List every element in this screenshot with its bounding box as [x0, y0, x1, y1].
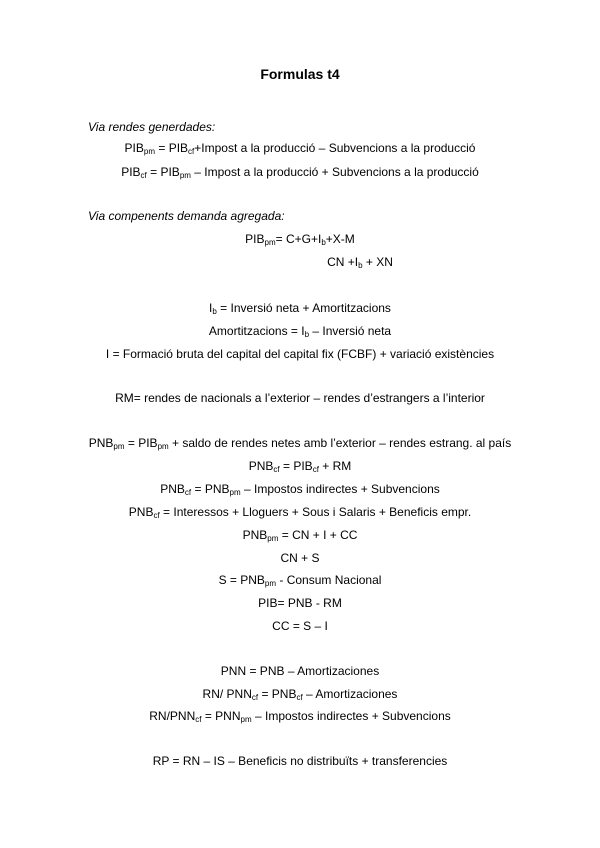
formula-text: + XN	[362, 255, 393, 269]
formula-line	[0, 754, 600, 768]
formula-text: I	[209, 301, 213, 315]
formula-subscript: b	[304, 330, 310, 339]
formula-text: PNB	[88, 436, 114, 450]
formula-text: S = PNB	[218, 573, 265, 587]
formula-text: RN/PNN	[149, 709, 196, 723]
formula-subscript: cf	[273, 465, 280, 474]
formula-subscript: cf	[251, 693, 259, 702]
formula-text: = PIB	[146, 165, 180, 179]
formula-line	[0, 391, 600, 405]
formula-text: – Inversió neta	[309, 324, 392, 338]
formula-text: = PIB	[124, 436, 158, 450]
formula-text: – Impost a la producció + Subvencions a la producció	[190, 165, 479, 179]
formula-subscript: pm	[113, 442, 125, 451]
formula-text: PNN = PNB – Amortizaciones	[220, 664, 380, 678]
section-heading-rendes: Via rendes generdades:	[88, 120, 216, 134]
formula-text: PNB	[128, 505, 154, 519]
formula-line	[0, 141, 600, 155]
formula-subscript: cf	[188, 147, 195, 156]
formula-text: = C+G+I	[275, 232, 322, 246]
formula-line	[0, 324, 600, 338]
formula-line	[0, 551, 600, 565]
formula-subscript: pm	[264, 579, 277, 588]
formula-line	[0, 528, 600, 542]
formula-line	[60, 255, 600, 269]
section-heading-demanda: Via compenents demanda agregada:	[88, 209, 285, 223]
formula-line	[0, 482, 600, 496]
formula-subscript: pm	[143, 147, 156, 156]
formula-text: +X-M	[325, 232, 355, 246]
formula-text: CN +I	[327, 255, 359, 269]
formula-text: Amortitzacions = I	[208, 324, 305, 338]
formula-text: - Consum Nacional	[276, 573, 382, 587]
formula-text: + saldo de rendes netes amb l’exterior – rendes estrang. al país	[168, 436, 512, 450]
formula-subscript: cf	[153, 511, 160, 520]
formula-text: = PIB	[155, 141, 189, 155]
formula-line	[0, 687, 600, 701]
formula-text: = PIB	[279, 459, 313, 473]
formula-text: PNB	[248, 459, 274, 473]
formula-subscript: cf	[195, 715, 202, 724]
formula-text: RP = RN – IS – Beneficis no distribuïts + transferencies	[152, 754, 448, 768]
formula-text: – Impostos indirectes + Subvencions	[251, 709, 451, 723]
formula-text: I = Formació bruta del capital del capital fix (FCBF) + variació existències	[105, 347, 495, 361]
formula-text: = CN + I + CC	[278, 528, 358, 542]
formula-line	[0, 709, 600, 723]
formula-text: = PNB	[191, 482, 230, 496]
formula-subscript: b	[321, 238, 326, 247]
formula-line	[0, 505, 600, 519]
formula-subscript: cf	[312, 465, 319, 474]
formula-text: – Impostos indirectes + Subvencions	[240, 482, 440, 496]
formula-subscript: pm	[240, 715, 252, 724]
formula-text: +Impost a la producció – Subvencions a la producció	[194, 141, 476, 155]
formula-line	[0, 664, 600, 678]
formula-subscript: cf	[296, 693, 303, 702]
page-title: Formulas t4	[260, 66, 340, 82]
formula-text: PIB	[124, 141, 144, 155]
formula-subscript: b	[358, 261, 363, 270]
formula-subscript: pm	[179, 171, 191, 180]
formula-subscript: cf	[184, 488, 192, 497]
formula-text: PIB= PNB - RM	[258, 596, 342, 610]
formula-text: – Amortizaciones	[302, 687, 398, 701]
formula-text: RM= rendes de nacionals a l’exterior – rendes d’estrangers a l’interior	[115, 391, 485, 405]
formula-text: = Inversió neta + Amortitzacions	[216, 301, 391, 315]
formula-text: PNB	[160, 482, 185, 496]
formula-subscript: b	[212, 307, 217, 316]
formula-text: = PNN	[201, 709, 241, 723]
formula-text: PNB	[242, 528, 268, 542]
formula-line	[0, 232, 600, 246]
formula-line	[0, 459, 600, 473]
formula-line	[0, 596, 600, 610]
formula-subscript: pm	[264, 238, 276, 247]
formula-text: + RM	[318, 459, 352, 473]
formula-line	[0, 436, 600, 450]
formula-subscript: cf	[140, 171, 147, 180]
formula-subscript: pm	[229, 488, 241, 497]
formula-text: CN + S	[280, 551, 320, 565]
formula-line	[0, 573, 600, 587]
formula-subscript: pm	[157, 442, 169, 451]
formula-line	[0, 619, 600, 633]
formula-line	[0, 301, 600, 315]
formula-line	[0, 347, 600, 361]
formula-text: PIB	[121, 165, 141, 179]
formula-text: PIB	[245, 232, 265, 246]
formula-text: = PNB	[258, 687, 297, 701]
formula-text: CC = S – I	[272, 619, 328, 633]
formula-subscript: pm	[267, 534, 279, 543]
formula-text: = Interessos + Lloguers + Sous i Salaris + Beneficis empr.	[159, 505, 472, 519]
formula-line	[0, 165, 600, 179]
formula-text: RN/ PNN	[202, 687, 252, 701]
